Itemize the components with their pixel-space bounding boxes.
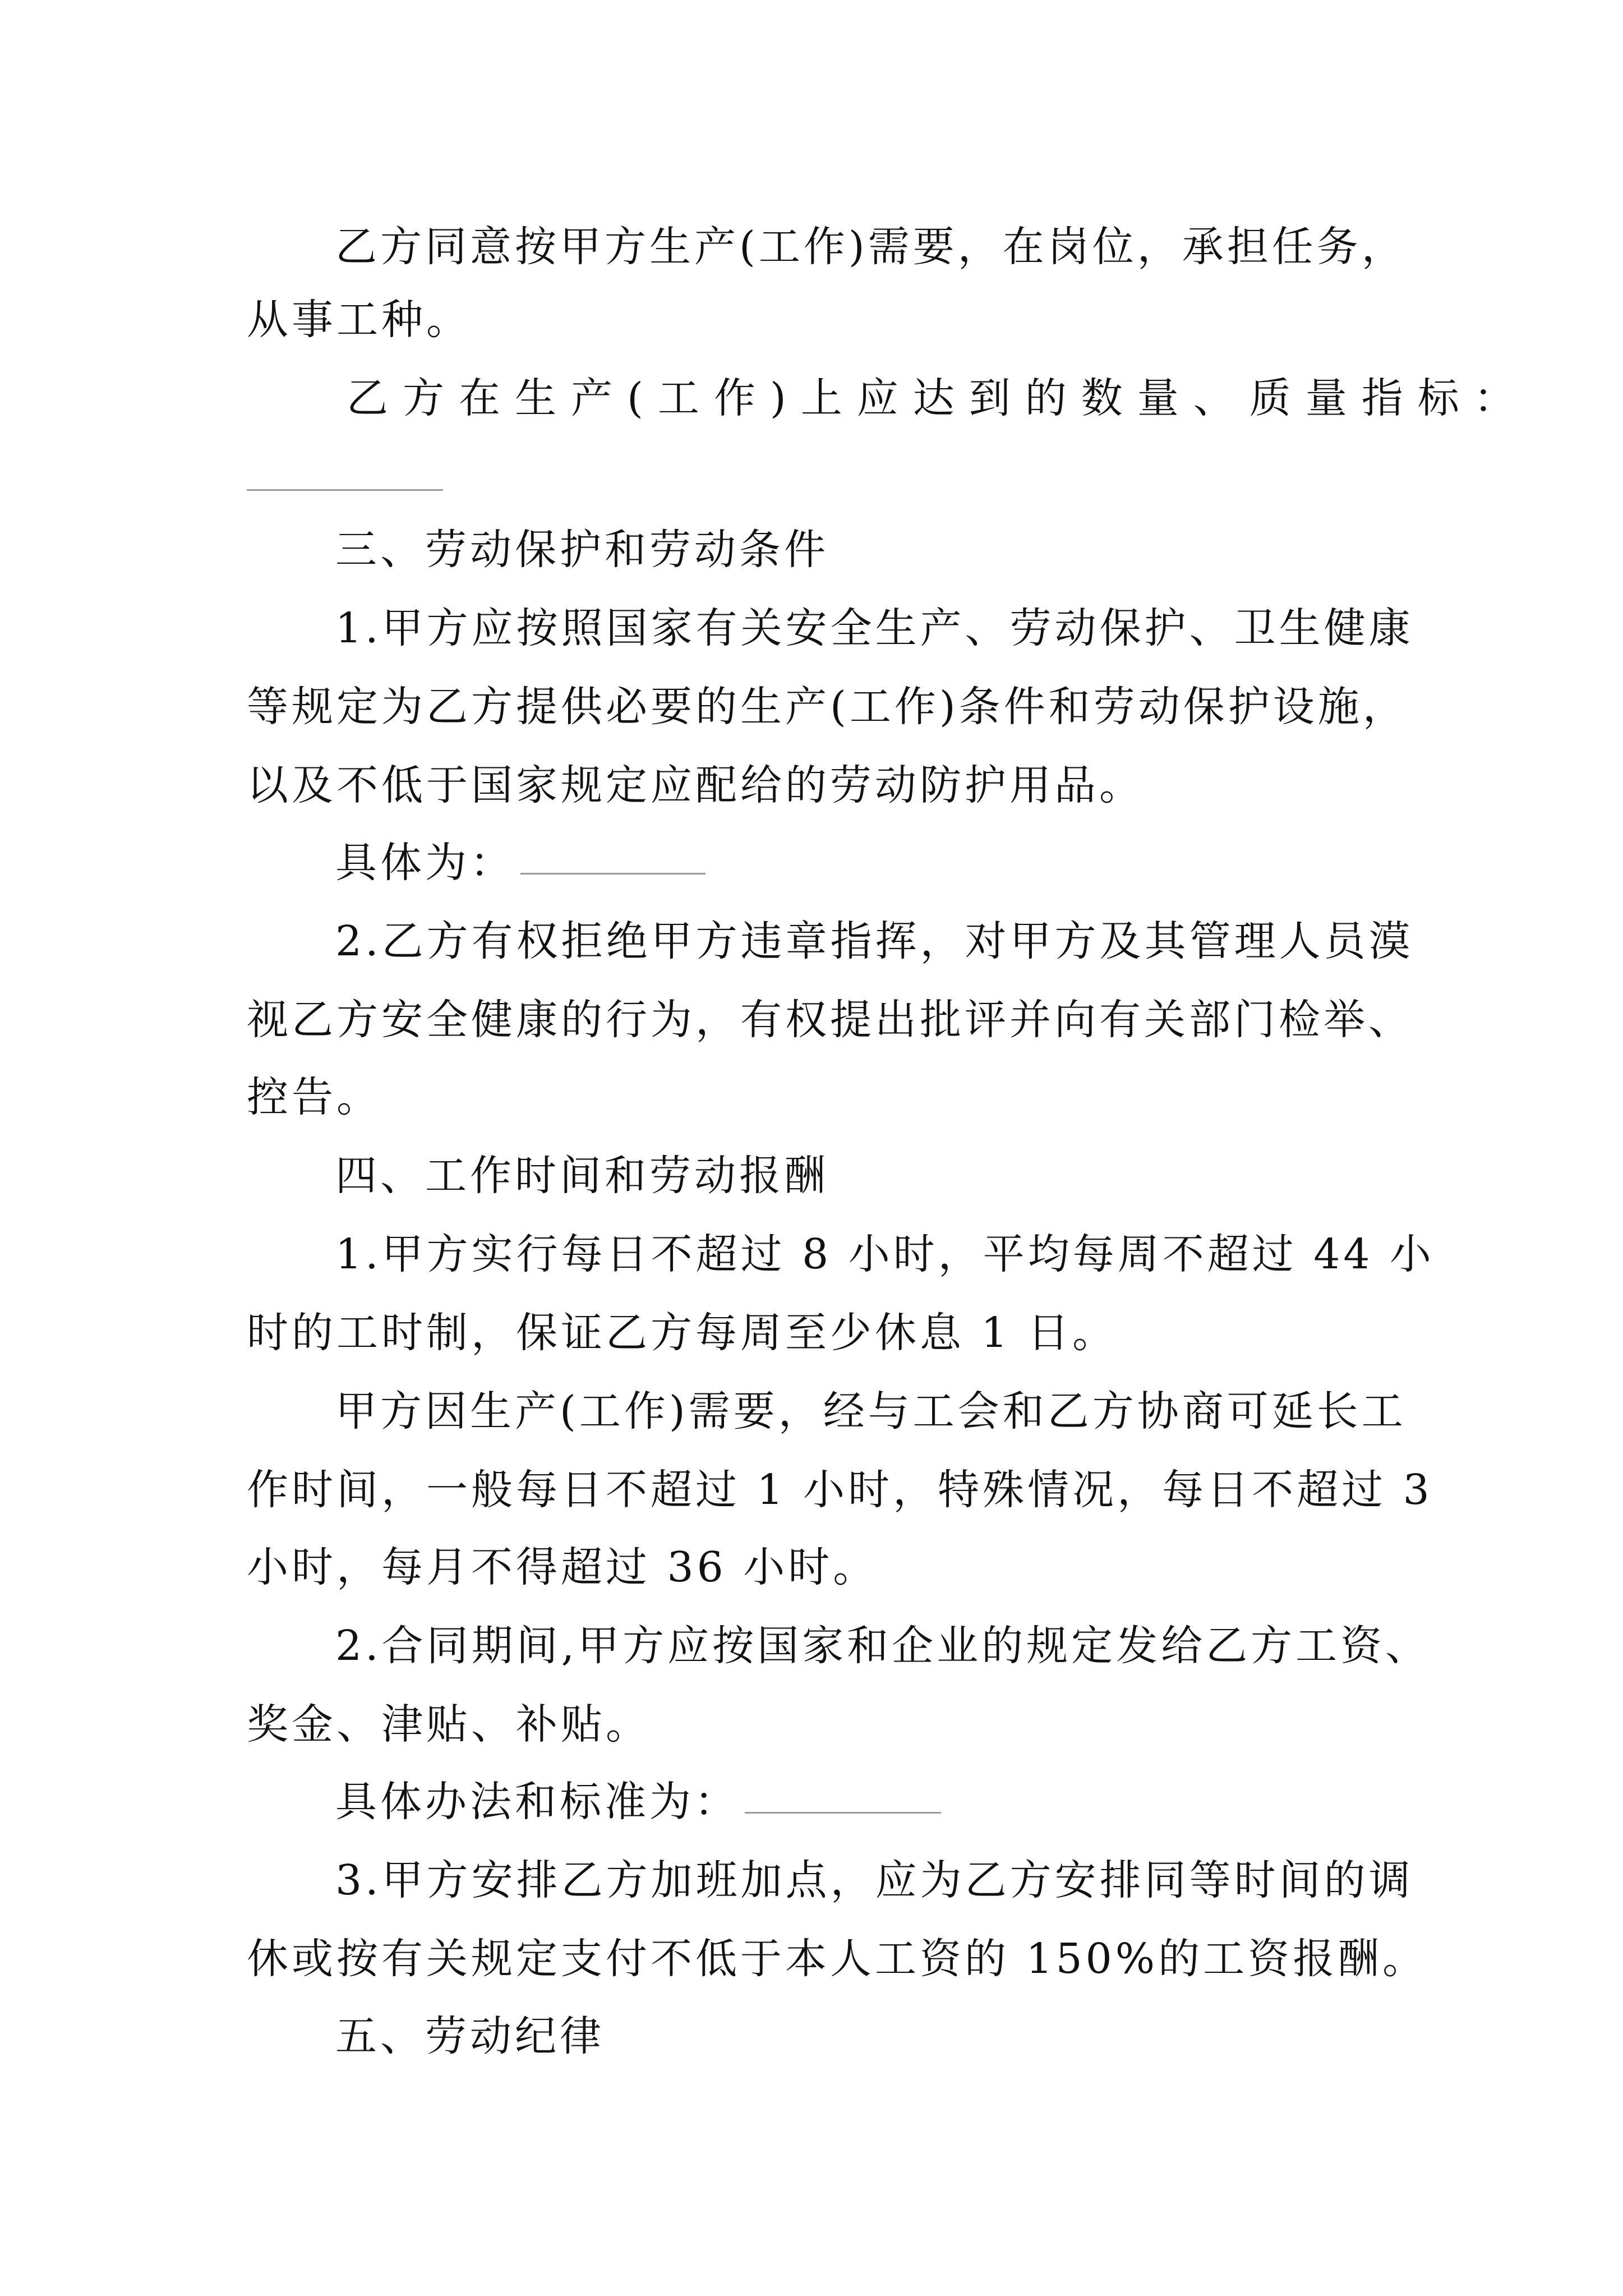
paragraph-line: 2.乙方有权拒绝甲方违章指挥，对甲方及其管理人员漠 xyxy=(335,917,1414,965)
paragraph-line: 等规定为乙方提供必要的生产(工作)条件和劳动保护设施， xyxy=(247,683,1408,731)
paragraph-line xyxy=(335,1775,941,1829)
paragraph-line: 1.甲方实行每日不超过 8 小时，平均每周不超过 44 小 xyxy=(335,1230,1435,1278)
fill-in-blank xyxy=(247,489,443,491)
paragraph-line: 视乙方安全健康的行为，有权提出批评并向有关部门检举、 xyxy=(247,996,1413,1044)
paragraph-text: 具体为： xyxy=(335,839,515,887)
paragraph-line: 乙方在生产(工作)上应达到的数量、质量指标： xyxy=(347,374,1530,422)
paragraph-line: 作时间，一般每日不超过 1 小时，特殊情况，每日不超过 3 xyxy=(247,1466,1433,1514)
paragraph-line: 甲方因生产(工作)需要，经与工会和乙方协商可延长工 xyxy=(335,1387,1407,1435)
paragraph-line: 从事工种。 xyxy=(247,296,471,344)
paragraph-line: 小时，每月不得超过 36 小时。 xyxy=(247,1543,878,1591)
section-heading: 四、工作时间和劳动报酬 xyxy=(335,1152,829,1200)
section-heading: 三、劳动保护和劳动条件 xyxy=(335,526,829,574)
paragraph-line: 奖金、津贴、补贴。 xyxy=(247,1700,651,1749)
paragraph-line: 时的工时制，保证乙方每周至少休息 1 日。 xyxy=(247,1309,1118,1357)
paragraph-text: 具体办法和标准为： xyxy=(335,1778,739,1826)
paragraph-line: 休或按有关规定支付不低于本人工资的 150%的工资报酬。 xyxy=(247,1935,1428,1983)
section-heading: 五、劳动纪律 xyxy=(335,2012,605,2060)
paragraph-line: 以及不低于国家规定应配给的劳动防护用品。 xyxy=(247,761,1144,809)
paragraph-line: 3.甲方安排乙方加班加点，应为乙方安排同等时间的调 xyxy=(335,1856,1414,1904)
paragraph-line: 2.合同期间,甲方应按国家和企业的规定发给乙方工资、 xyxy=(335,1622,1431,1670)
paragraph-line: 乙方同意按甲方生产(工作)需要，在岗位，承担任务， xyxy=(335,223,1407,271)
paragraph-line: 1.甲方应按照国家有关安全生产、劳动保护、卫生健康 xyxy=(335,604,1414,652)
paragraph-line xyxy=(335,836,706,890)
fill-in-blank xyxy=(520,873,706,875)
paragraph-line: 控告。 xyxy=(247,1073,381,1121)
fill-in-blank xyxy=(745,1812,941,1814)
